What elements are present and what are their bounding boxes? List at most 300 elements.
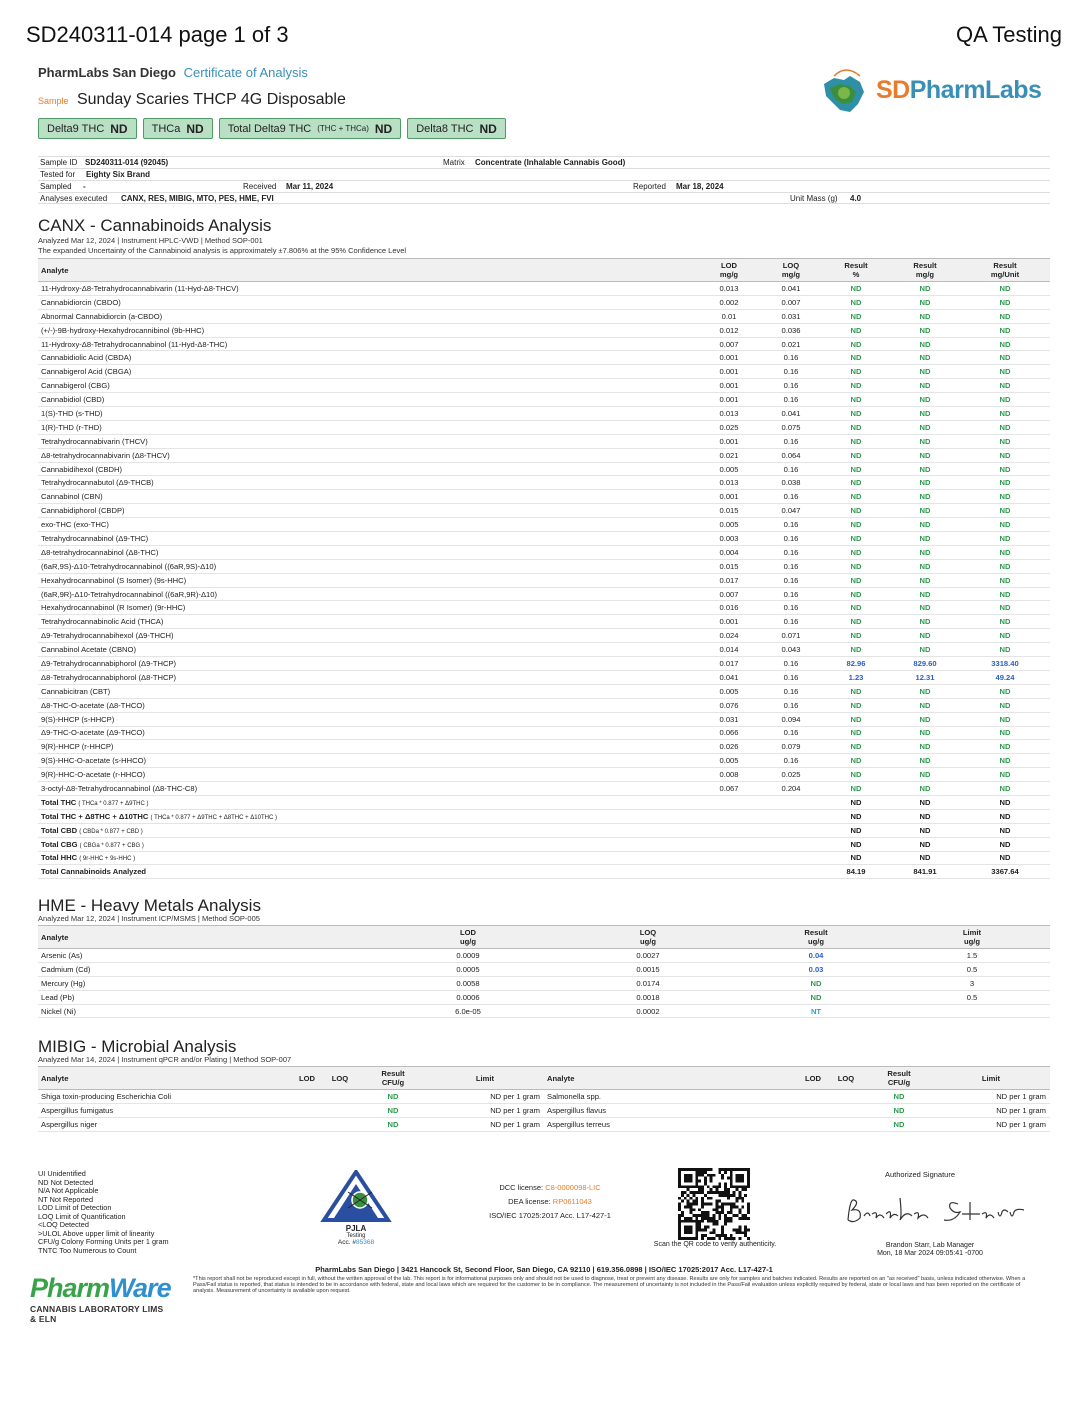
cell-value: ND xyxy=(822,823,890,837)
table-row xyxy=(38,1117,1050,1131)
cell-value: ND xyxy=(822,295,890,309)
cell-value: ND xyxy=(822,282,890,296)
analyte-name: Aspergillus niger xyxy=(38,1117,294,1131)
cell-value: 0.0009 xyxy=(378,949,558,963)
pill-total-delta9-thc: Total Delta9 THC (THC + THCa) ND xyxy=(219,118,402,139)
cell-value: 0.0058 xyxy=(378,976,558,990)
formula: ( CBGa * 0.877 + CBG ) xyxy=(79,842,144,849)
cell-value: ND xyxy=(890,490,960,504)
analyte-name: 9(S)-HHCP (s-HHCP) xyxy=(38,712,698,726)
total-row xyxy=(38,809,1050,823)
reported: Mar 18, 2024 xyxy=(676,182,724,191)
canx-analyzed: Analyzed Mar 12, 2024 | Instrument HPLC-VWD | Method SOP-001 xyxy=(38,236,263,245)
cell-value: ND xyxy=(960,698,1050,712)
table-row xyxy=(38,601,1050,615)
verification-qr-code[interactable] xyxy=(678,1168,750,1240)
cell-value: ND xyxy=(822,795,890,809)
table-row xyxy=(38,462,1050,476)
cell-value: 0.013 xyxy=(698,476,760,490)
table-row xyxy=(38,615,1050,629)
dea-label: DEA license: xyxy=(508,1197,551,1206)
cell-value: ND xyxy=(890,476,960,490)
cell-value xyxy=(698,865,760,879)
cell-value: 1.5 xyxy=(894,949,1050,963)
table-row xyxy=(38,657,1050,671)
legend-item: TNTC Too Numerous to Count xyxy=(38,1245,137,1255)
cell-value xyxy=(698,837,760,851)
cell-value: 0.003 xyxy=(698,532,760,546)
dcc-label: DCC license: xyxy=(499,1183,544,1192)
analyte-name: Cannabinol Acetate (CBNO) xyxy=(38,643,698,657)
analyte-name: Cannabicitran (CBT) xyxy=(38,684,698,698)
cell-value: ND xyxy=(960,559,1050,573)
cell-value: ND xyxy=(890,795,960,809)
pjla-accreditation xyxy=(320,1170,392,1248)
table-row xyxy=(38,643,1050,657)
cell-value: 3318.40 xyxy=(960,657,1050,671)
analyte-name: Tetrahydrocannabinolic Acid (THCA) xyxy=(38,615,698,629)
total-row xyxy=(38,865,1050,879)
cell-value: ND xyxy=(960,851,1050,865)
cell-value: 0.024 xyxy=(698,629,760,643)
analyte-name: Δ9-THC-O-acetate (Δ9-THCO) xyxy=(38,726,698,740)
cell-value: 0.075 xyxy=(760,420,822,434)
cell-value: ND xyxy=(890,768,960,782)
cell-value: 0.16 xyxy=(760,490,822,504)
column-header: Analyte xyxy=(38,259,698,282)
table-row xyxy=(38,337,1050,351)
cell-value: ND xyxy=(960,823,1050,837)
cell-value xyxy=(294,1103,320,1117)
cell-value: 0.16 xyxy=(760,601,822,615)
cell-value: ND xyxy=(822,782,890,796)
analyte-name: Mercury (Hg) xyxy=(38,976,378,990)
cell-value: ND xyxy=(822,337,890,351)
cell-value: ND xyxy=(960,282,1050,296)
analyte-name: Cannabidiorcin (CBDO) xyxy=(38,295,698,309)
cell-value: 3 xyxy=(894,976,1050,990)
column-header: LOD mg/g xyxy=(698,259,760,282)
cell-value: ND xyxy=(890,684,960,698)
table-row xyxy=(38,490,1050,504)
formula: ( THCa * 0.877 + Δ9THC ) xyxy=(78,800,149,807)
cell-value: ND xyxy=(960,379,1050,393)
cell-value: 0.036 xyxy=(760,323,822,337)
cell-value: 0.041 xyxy=(760,282,822,296)
cell-value: 0.016 xyxy=(698,601,760,615)
pjla-logo-icon xyxy=(320,1170,392,1222)
cell-value: ND xyxy=(822,379,890,393)
formula: ( CBDa * 0.877 + CBD ) xyxy=(79,828,143,835)
analyte-name: Cannabidihexol (CBDH) xyxy=(38,462,698,476)
cell-value: 0.001 xyxy=(698,615,760,629)
cell-value: ND xyxy=(822,351,890,365)
table-row xyxy=(38,545,1050,559)
formula: ( THCa * 0.877 + Δ9THC + Δ8THC + Δ10THC ) xyxy=(150,814,277,821)
analyte-name: 11-Hydroxy-Δ8-Tetrahydrocannabivarin (11-Hyd-Δ8-THCV) xyxy=(38,282,698,296)
legend-item: LOD Limit of Detection xyxy=(38,1203,112,1212)
cell-value: 0.025 xyxy=(760,768,822,782)
cell-value: 0.0027 xyxy=(558,949,738,963)
cell-value: 0.16 xyxy=(760,754,822,768)
cell-value: 0.007 xyxy=(760,295,822,309)
table-row xyxy=(38,976,1050,990)
cell-value: ND xyxy=(960,434,1050,448)
cell-value: ND xyxy=(822,559,890,573)
cell-value xyxy=(320,1103,360,1117)
table-row xyxy=(38,295,1050,309)
cell-value: ND xyxy=(822,462,890,476)
cell-value: 0.005 xyxy=(698,518,760,532)
table-row xyxy=(38,670,1050,684)
cell-value: 0.16 xyxy=(760,670,822,684)
cell-value: 0.041 xyxy=(760,407,822,421)
cell-value: 0.076 xyxy=(698,698,760,712)
cell-value: 0.16 xyxy=(760,615,822,629)
pill-thca: THCa ND xyxy=(143,118,213,139)
cell-value xyxy=(800,1090,826,1104)
analyte-name: Abnormal Cannabidiorcin (a-CBDO) xyxy=(38,309,698,323)
analyte-name: 9(S)-HHC-O-acetate (s-HHCO) xyxy=(38,754,698,768)
cell-value: 0.031 xyxy=(760,309,822,323)
column-header: Analyte xyxy=(544,1067,800,1090)
cell-value: 0.5 xyxy=(894,990,1050,1004)
table-row xyxy=(38,712,1050,726)
cell-value: 0.16 xyxy=(760,379,822,393)
cell-value: 0.013 xyxy=(698,282,760,296)
cell-value: ND xyxy=(890,351,960,365)
cell-value: ND xyxy=(890,837,960,851)
column-header: Analyte xyxy=(38,926,378,949)
column-header: LOD xyxy=(800,1067,826,1090)
cell-value: ND xyxy=(960,420,1050,434)
handwritten-signature xyxy=(840,1190,1030,1230)
analyte-name: Cannabidiol (CBD) xyxy=(38,393,698,407)
cell-value: ND xyxy=(960,518,1050,532)
cell-value: ND xyxy=(822,309,890,323)
cell-value: ND xyxy=(890,782,960,796)
cell-value: 0.043 xyxy=(760,643,822,657)
analyte-name: Total CBD ( CBDa * 0.877 + CBD ) xyxy=(38,823,698,837)
cell-value: ND xyxy=(890,379,960,393)
legend-item: LOQ Limit of Quantification xyxy=(38,1211,126,1221)
matrix-label: Matrix xyxy=(443,158,465,167)
legend-item: ND Not Detected xyxy=(38,1177,94,1187)
analyte-name: Arsenic (As) xyxy=(38,949,378,963)
cell-value: 0.16 xyxy=(760,518,822,532)
cell-value: 829.60 xyxy=(890,657,960,671)
cell-value: 0.013 xyxy=(698,407,760,421)
cell-value: ND xyxy=(960,795,1050,809)
cell-value: ND xyxy=(960,462,1050,476)
cell-value xyxy=(760,865,822,879)
formula: ( 9r-HHC + 9s-HHC ) xyxy=(79,856,136,863)
cell-value: ND xyxy=(360,1103,426,1117)
cell-value: ND xyxy=(960,726,1050,740)
cell-value: 0.16 xyxy=(760,462,822,476)
cell-value: ND xyxy=(822,532,890,546)
table-row xyxy=(38,309,1050,323)
hme-analyzed: Analyzed Mar 12, 2024 | Instrument ICP/MSMS | Method SOP-005 xyxy=(38,914,260,923)
column-header: Limit xyxy=(932,1067,1050,1090)
iso-accreditation: ISO/IEC 17025:2017 Acc. L17-427-1 xyxy=(489,1211,611,1220)
cell-value: ND xyxy=(890,587,960,601)
cell-value: ND xyxy=(960,615,1050,629)
cell-value: 0.015 xyxy=(698,504,760,518)
cell-value: 0.16 xyxy=(760,684,822,698)
cell-value: ND per 1 gram xyxy=(426,1103,544,1117)
table-row xyxy=(38,1090,1050,1104)
analyses: CANX, RES, MIBIG, MTO, PES, HME, FVI xyxy=(121,194,274,203)
cell-value: ND xyxy=(890,309,960,323)
cell-value: ND xyxy=(960,754,1050,768)
cell-value: 0.001 xyxy=(698,365,760,379)
table-row xyxy=(38,518,1050,532)
analyte-name: Nickel (Ni) xyxy=(38,1004,378,1018)
cell-value xyxy=(760,823,822,837)
dea-license: RP0611043 xyxy=(552,1197,592,1206)
cell-value: ND xyxy=(822,740,890,754)
cell-value: 0.012 xyxy=(698,323,760,337)
cell-value: ND xyxy=(822,323,890,337)
pjla-text: PJLA xyxy=(345,1224,367,1233)
cell-value: ND xyxy=(960,532,1050,546)
cell-value: 0.021 xyxy=(698,448,760,462)
column-header: Result mg/Unit xyxy=(960,259,1050,282)
cell-value: ND per 1 gram xyxy=(426,1117,544,1131)
cell-value: ND xyxy=(960,643,1050,657)
cell-value: 0.01 xyxy=(698,309,760,323)
table-row xyxy=(38,323,1050,337)
cell-value: 0.0174 xyxy=(558,976,738,990)
report-id-page: SD240311-014 page 1 of 3 xyxy=(26,22,289,47)
analyte-name: Cannabinol (CBN) xyxy=(38,490,698,504)
mibig-analyzed: Analyzed Mar 14, 2024 | Instrument qPCR and/or Plating | Method SOP-007 xyxy=(38,1055,292,1064)
cell-value: ND xyxy=(822,545,890,559)
cell-value: 0.0006 xyxy=(378,990,558,1004)
column-header: Result mg/g xyxy=(890,259,960,282)
cell-value: 0.014 xyxy=(698,643,760,657)
cell-value: 12.31 xyxy=(890,670,960,684)
coa-label: Certificate of Analysis xyxy=(183,65,308,80)
legend-item: N/A Not Applicable xyxy=(38,1186,99,1195)
analyte-name: 9(R)-HHCP (r-HHCP) xyxy=(38,740,698,754)
cell-value: ND xyxy=(890,393,960,407)
cell-value: ND xyxy=(890,823,960,837)
disclaimer: *This report shall not be reproduced except in full, without the written approval of the lab. This report is for informational purposes only and should not be used to diagnose, treat or prevent any disease. Results are only for samples and batches indicated. Results are reported on an "as received" basis, unless indicated otherwise. When a Pass/Fail status is reported, that status is intended to be in accordance with federal, state and local laws which are required for the customer to be in compliance. The measurement of uncertainty is not included in the Pass/Fail evaluation unless explicitly required by federal, state or local laws and has been reported on the certificate of analysis. Measurement of uncertainty is available upon request. xyxy=(193,1276,1026,1295)
cell-value: ND xyxy=(960,545,1050,559)
summary-pills xyxy=(38,118,506,139)
column-header: LOQ ug/g xyxy=(558,926,738,949)
cell-value: ND xyxy=(822,420,890,434)
sample-label: Sample xyxy=(38,96,69,106)
cell-value xyxy=(760,851,822,865)
cell-value: ND xyxy=(890,323,960,337)
analyte-name: 1(R)-THD (r-THD) xyxy=(38,420,698,434)
cell-value: ND xyxy=(866,1103,932,1117)
cell-value: ND xyxy=(866,1117,932,1131)
tested-for: Eighty Six Brand xyxy=(86,170,151,179)
cell-value: 49.24 xyxy=(960,670,1050,684)
cell-value: ND xyxy=(960,587,1050,601)
cell-value: 0.16 xyxy=(760,559,822,573)
cell-value: ND xyxy=(360,1090,426,1104)
cell-value: 3367.64 xyxy=(960,865,1050,879)
analyte-name: 11-Hydroxy-Δ8-Tetrahydrocannabinol (11-Hyd-Δ8-THC) xyxy=(38,337,698,351)
cell-value: 0.16 xyxy=(760,587,822,601)
table-row xyxy=(38,698,1050,712)
table-row xyxy=(38,740,1050,754)
analyte-name: (6aR,9S)-Δ10-Tetrahydrocannabinol ((6aR,9S)-Δ10) xyxy=(38,559,698,573)
cell-value: ND xyxy=(890,754,960,768)
table-row xyxy=(38,962,1050,976)
pharmware-wordmark: PharmWare xyxy=(30,1273,171,1303)
table-row xyxy=(38,532,1050,546)
cell-value: 0.079 xyxy=(760,740,822,754)
reported-label: Reported xyxy=(633,182,666,191)
cell-value: 0.071 xyxy=(760,629,822,643)
cell-value: ND xyxy=(890,698,960,712)
cell-value: 0.026 xyxy=(698,740,760,754)
cell-value: ND xyxy=(890,337,960,351)
sampled: - xyxy=(83,182,86,191)
table-row xyxy=(38,990,1050,1004)
cell-value: 0.064 xyxy=(760,448,822,462)
analyte-name: Total HHC ( 9r-HHC + 9s-HHC ) xyxy=(38,851,698,865)
column-header: LOQ xyxy=(320,1067,360,1090)
received-label: Received xyxy=(243,182,277,191)
cell-value: NT xyxy=(738,1004,894,1018)
cell-value xyxy=(294,1117,320,1131)
cell-value: 0.001 xyxy=(698,379,760,393)
cell-value: 0.16 xyxy=(760,657,822,671)
cell-value: 0.004 xyxy=(698,545,760,559)
cell-value: ND xyxy=(822,365,890,379)
cell-value: ND per 1 gram xyxy=(426,1090,544,1104)
cell-value: ND xyxy=(822,615,890,629)
column-header: LOQ xyxy=(826,1067,866,1090)
cell-value: ND xyxy=(822,851,890,865)
analyte-name: 3-octyl-Δ8-Tetrahydrocannabinol (Δ8-THC-C8) xyxy=(38,782,698,796)
total-row xyxy=(38,837,1050,851)
cell-value: ND xyxy=(890,532,960,546)
cell-value: ND xyxy=(890,448,960,462)
table-row xyxy=(38,559,1050,573)
analyte-name: Cadmium (Cd) xyxy=(38,962,378,976)
cell-value: ND xyxy=(822,393,890,407)
lab-address: PharmLabs San Diego | 3421 Hancock St, Second Floor, San Diego, CA 92110 | 619.356.0898 | ISO/IEC 17025:2017 Acc. L17-427-1 xyxy=(315,1265,773,1274)
cell-value: 0.16 xyxy=(760,434,822,448)
cell-value: ND xyxy=(822,476,890,490)
cell-value: ND xyxy=(866,1090,932,1104)
cell-value: 0.038 xyxy=(760,476,822,490)
analyte-name: Aspergillus fumigatus xyxy=(38,1103,294,1117)
cell-value: ND xyxy=(822,490,890,504)
analyte-name: Shiga toxin-producing Escherichia Coli xyxy=(38,1090,294,1104)
matrix: Concentrate (Inhalable Cannabis Good) xyxy=(475,158,626,167)
cell-value: ND xyxy=(822,754,890,768)
lab-header xyxy=(38,65,308,80)
pill-delta8-thc: Delta8 THC ND xyxy=(407,118,506,139)
analyte-name: (6aR,9R)-Δ10-Tetrahydrocannabinol ((6aR,9R)-Δ10) xyxy=(38,587,698,601)
cell-value: ND xyxy=(960,365,1050,379)
cell-value: ND xyxy=(960,323,1050,337)
cell-value: ND xyxy=(960,601,1050,615)
cell-value: ND xyxy=(890,851,960,865)
table-row xyxy=(38,504,1050,518)
table-row xyxy=(38,587,1050,601)
cell-value: ND xyxy=(822,837,890,851)
qr-caption: Scan the QR code to verify authenticity. xyxy=(653,1241,777,1248)
cell-value: ND per 1 gram xyxy=(932,1090,1050,1104)
table-row xyxy=(38,420,1050,434)
cell-value: 0.005 xyxy=(698,684,760,698)
cell-value: 0.04 xyxy=(738,949,894,963)
legend-item: <LOQ Detected xyxy=(38,1220,89,1229)
cell-value: 0.017 xyxy=(698,657,760,671)
cell-value: ND xyxy=(360,1117,426,1131)
cell-value: 6.0e-05 xyxy=(378,1004,558,1018)
cell-value xyxy=(826,1103,866,1117)
analyte-name: exo-THC (exo-THC) xyxy=(38,518,698,532)
column-header: Result CFU/g xyxy=(866,1067,932,1090)
hme-title: HME - Heavy Metals Analysis xyxy=(38,896,261,915)
analyte-name: Δ9-Tetrahydrocannabihexol (Δ9-THCH) xyxy=(38,629,698,643)
column-header: LOD xyxy=(294,1067,320,1090)
column-header: LOQ mg/g xyxy=(760,259,822,282)
legend-item: CFU/g Colony Forming Units per 1 gram xyxy=(38,1237,169,1246)
analyte-name: Δ8-tetrahydrocannabivarin (Δ8-THCV) xyxy=(38,448,698,462)
cell-value: 84.19 xyxy=(822,865,890,879)
analyte-name: Salmonella spp. xyxy=(544,1090,800,1104)
cell-value xyxy=(698,851,760,865)
cell-value: ND xyxy=(960,407,1050,421)
cell-value: 0.007 xyxy=(698,587,760,601)
cell-value: 0.094 xyxy=(760,712,822,726)
cell-value: ND xyxy=(738,976,894,990)
analyte-name: Cannabidiphorol (CBDP) xyxy=(38,504,698,518)
table-row xyxy=(38,754,1050,768)
sample-id-label: Sample ID xyxy=(40,158,78,167)
cell-value: ND xyxy=(822,518,890,532)
cell-value: ND xyxy=(890,434,960,448)
tested-for-label: Tested for xyxy=(40,170,76,179)
analyte-name: Lead (Pb) xyxy=(38,990,378,1004)
cell-value: ND xyxy=(960,309,1050,323)
cell-value xyxy=(698,809,760,823)
cell-value: 0.001 xyxy=(698,393,760,407)
cell-value: ND xyxy=(960,768,1050,782)
cell-value: ND xyxy=(960,782,1050,796)
cell-value: 0.047 xyxy=(760,504,822,518)
cell-value: 0.0005 xyxy=(378,962,558,976)
cell-value: 0.03 xyxy=(738,962,894,976)
mibig-title: MIBIG - Microbial Analysis xyxy=(38,1037,237,1056)
table-row xyxy=(38,379,1050,393)
cell-value: 1.23 xyxy=(822,670,890,684)
table-row xyxy=(38,393,1050,407)
signer-name: Brandon Starr, Lab Manager xyxy=(885,1242,975,1249)
sample-id: SD240311-014 (92045) xyxy=(85,158,169,167)
column-header: Result ug/g xyxy=(738,926,894,949)
cell-value: ND xyxy=(960,712,1050,726)
analyte-name: Cannabigerol (CBG) xyxy=(38,379,698,393)
logo-mark-icon xyxy=(820,66,872,116)
cell-value: ND xyxy=(890,407,960,421)
table-row xyxy=(38,476,1050,490)
cell-value: 0.0015 xyxy=(558,962,738,976)
cell-value: ND xyxy=(822,573,890,587)
